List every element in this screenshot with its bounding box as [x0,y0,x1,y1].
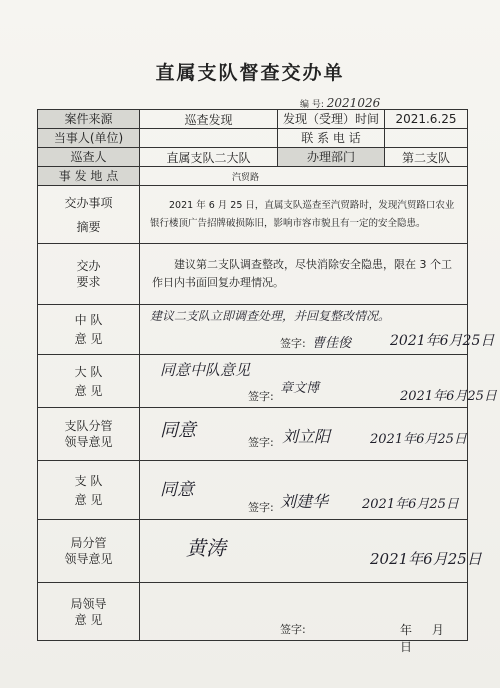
row-squad-opinion [38,305,468,355]
bureau-leader-cell [140,583,468,654]
bureau-leader-date: 年 月 日 [400,623,452,654]
row-bureau-leader-opinion [38,583,468,641]
inspector-label: 巡查人 [38,148,140,167]
row-inspector [38,148,468,167]
bureau-deputy-label-line1: 局分管 [70,536,107,550]
row-source [38,110,468,129]
bureau-leader-label-line1: 局领导 [70,596,107,611]
brigade-opinion-label [38,355,140,408]
phone-label: 联 系 电 话 [278,129,385,148]
brigade-signature: 章文博 [280,381,320,396]
serial-label: 编 号: [300,100,324,110]
found-time-label: 发现（受理）时间 [278,110,385,129]
place-label: 事 发 地 点 [38,167,140,186]
squad-sign-label: 签字: [280,337,306,350]
squad-opinion-cell [140,305,495,355]
source-value: 巡查发现 [140,110,278,129]
squad-signature: 曹佳俊 [312,336,352,351]
detachment-deputy-cell [140,408,468,461]
bureau-leader-label [38,583,140,641]
detachment-deputy-label [38,408,140,461]
detachment-deputy-sign-label: 签字: [248,436,274,449]
party-value [140,129,278,148]
brigade-opinion-text: 同意中队意见 [160,361,251,379]
squad-opinion-label [38,305,140,355]
squad-opinion-text: 建议二支队立即调查处理，并回复整改情况。 [150,309,391,323]
detachment-opinion-cell [140,461,468,520]
squad-date: 2021年6月25日 [390,333,495,349]
matter-label-line1: 交办事项 [64,195,113,210]
detachment-sign-label: 签字: [248,501,274,514]
row-party [38,129,468,148]
squad-label-line1: 中 队 [74,313,103,327]
detachment-opinion-text: 同意 [160,480,194,500]
dept-value: 第二支队 [385,148,468,167]
row-place [38,167,468,186]
dept-label: 办理部门 [278,148,385,167]
detachment-deputy-signature: 刘立阳 [282,427,331,446]
detachment-deputy-opinion-text: 同意 [160,420,196,441]
row-matter [38,186,468,244]
brigade-sign-label: 签字: [248,390,274,403]
bureau-deputy-opinion-text: 黄涛 [186,536,226,560]
handover-form-table [37,109,497,654]
squad-label-line2: 意 见 [74,332,103,346]
row-requirement [38,244,468,305]
detachment-opinion-label [38,461,140,520]
detachment-signature: 刘建华 [280,492,329,511]
party-label: 当事人(单位) [38,129,140,148]
place-value: 汽贸路 [140,167,468,186]
detachment-label-line1: 支 队 [74,473,103,488]
detachment-deputy-date: 2021年6月25日 [370,432,467,447]
requirement-text: 建议第二支队调查整改，尽快消除安全隐患，限在 3 个工作日内书面回复办理情况。 [140,244,468,305]
requirement-label [38,244,140,305]
found-time-value: 2021.6.25 [385,110,468,129]
row-brigade-opinion [38,355,468,408]
detachment-date: 2021年6月25日 [362,497,459,512]
row-bureau-deputy-opinion [38,520,468,583]
serial-number [300,96,380,110]
row-detachment-deputy-opinion [38,408,468,461]
brigade-date: 2021年6月25日 [400,389,497,404]
matter-label [38,186,140,244]
requirement-label-line2: 要求 [76,275,101,289]
bureau-deputy-label-line2: 领导意见 [64,552,113,566]
brigade-opinion-cell [140,355,497,408]
serial-value: 2021026 [326,96,381,110]
bureau-deputy-date: 2021年6月25日 [370,550,482,568]
inspector-value: 直属支队二大队 [140,148,278,167]
detachment-label-line2: 意 见 [74,492,103,507]
bureau-leader-sign-label: 签字: [280,623,306,636]
bureau-deputy-cell [140,520,482,583]
bureau-deputy-label [38,520,140,583]
page-bottom-margin [0,652,500,688]
document-title: 直属支队督查交办单 [155,62,345,84]
source-label: 案件来源 [38,110,140,129]
detachment-deputy-label-line2: 领导意见 [64,435,113,449]
brigade-label-line2: 意 见 [74,383,103,398]
row-detachment-opinion [38,461,468,520]
matter-label-line2: 摘要 [76,219,101,234]
bureau-leader-label-line2: 意 见 [74,612,103,627]
brigade-label-line1: 大 队 [74,364,103,379]
requirement-label-line1: 交办 [76,259,101,273]
detachment-deputy-label-line1: 支队分管 [64,419,113,433]
matter-summary: 2021 年 6 月 25 日，直属支队巡查至汽贸路时，发现汽贸路口农业银行楼顶广告招牌破损陈旧，影响市容市貌且有一定的安全隐患。 [140,186,468,244]
phone-value [385,129,468,148]
